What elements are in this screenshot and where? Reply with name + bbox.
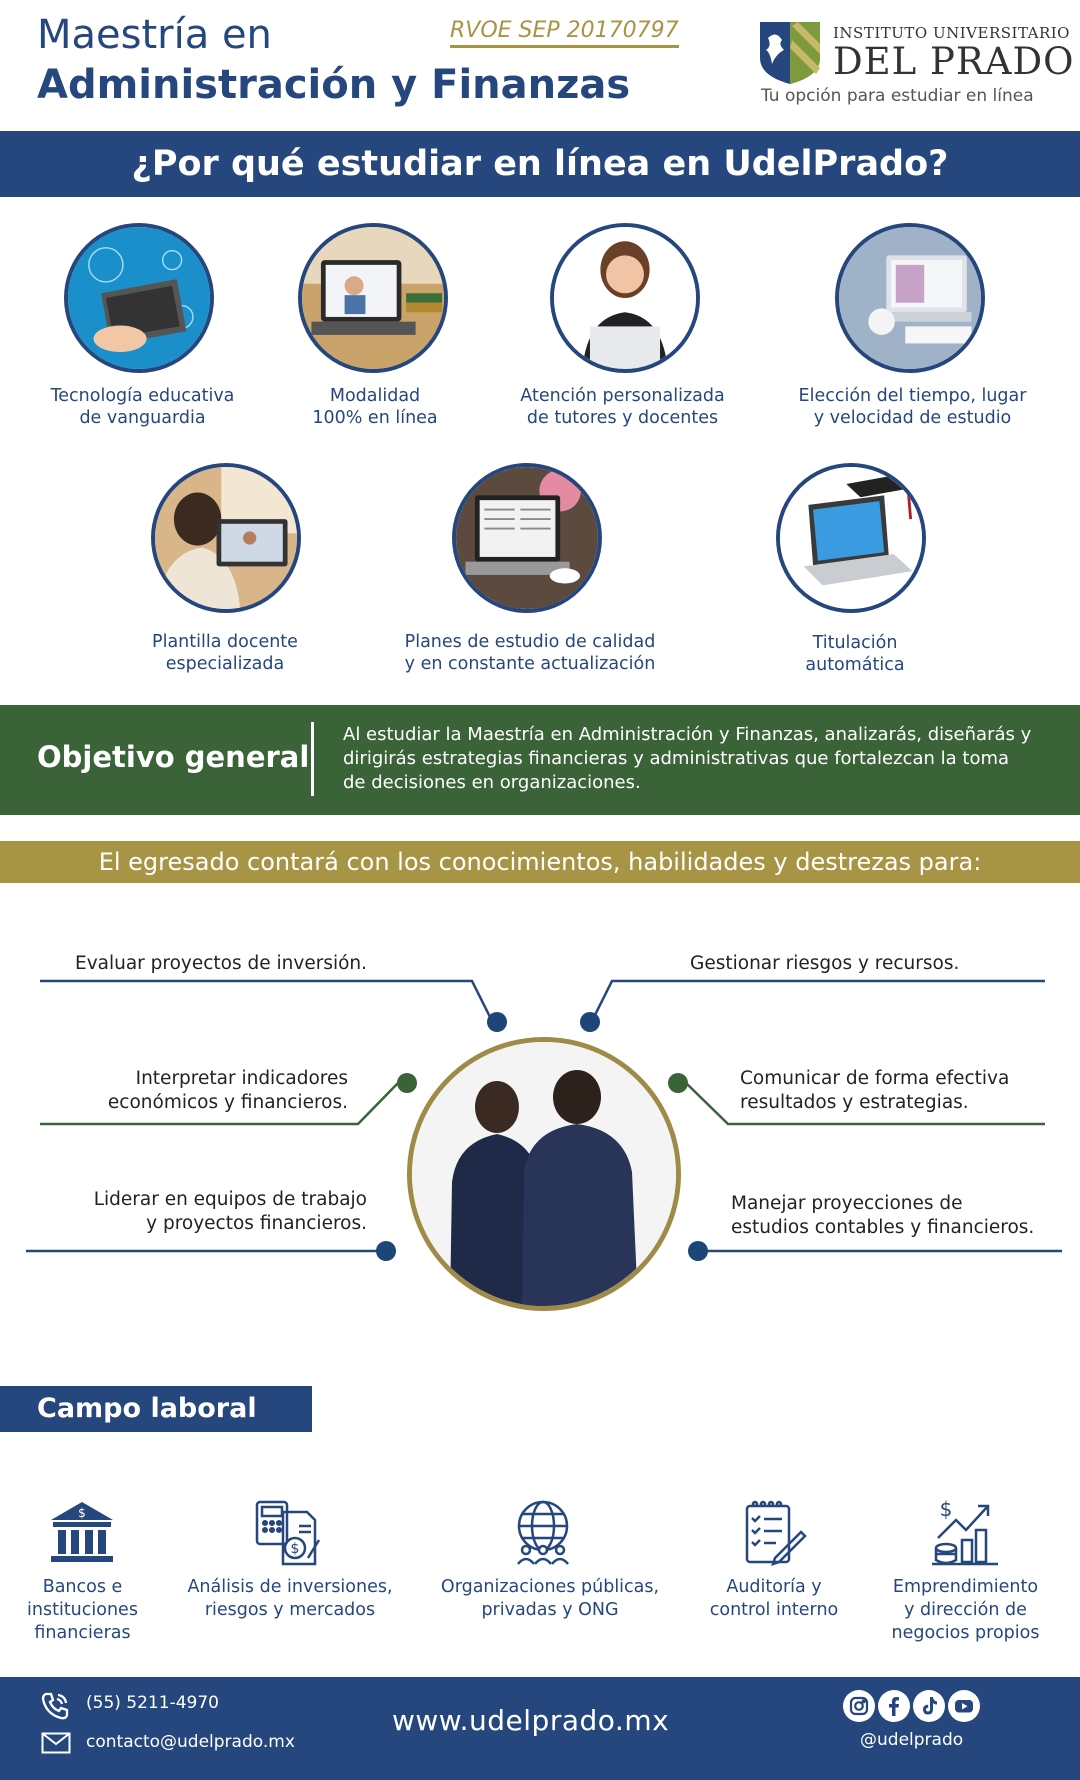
objective-text: Al estudiar la Maestría en Administración y Finanzas, analizarás, diseñarás y dirigirás estrategias financieras y administrativas que fortalezcan la toma de decisiones en organizaciones.: [343, 724, 1032, 793]
bank-icon: [47, 1498, 117, 1568]
benefit-label-degree: Titulación automática: [805, 633, 905, 675]
skill-dot: [376, 1241, 396, 1261]
instagram-icon[interactable]: [843, 1690, 875, 1722]
skill-dot: [688, 1241, 708, 1261]
field-label-banks: Bancos e instituciones financieras: [27, 1577, 138, 1643]
objective-title: Objetivo general: [37, 740, 310, 774]
growth-coins-icon: [930, 1498, 1000, 1568]
benefit-label-online: Modalidad 100% en línea: [312, 386, 438, 428]
footer-handle[interactable]: @udelprado: [860, 1730, 964, 1750]
online-class-photo: [298, 223, 448, 373]
skill-lead: Liderar en equipos de trabajo y proyectos financieros.: [93, 1189, 367, 1235]
skill-dot: [397, 1073, 417, 1093]
skill-dot: [668, 1073, 688, 1093]
skill-dot: [580, 1012, 600, 1032]
svg-text:$: $: [78, 1506, 86, 1520]
skill-communicate: Comunicar de forma efectiva resultados y estrategias.: [740, 1068, 1010, 1114]
field-label-analysis: Análisis de inversiones, riesgos y mercados: [187, 1577, 393, 1620]
field-label-audit: Auditoría y control interno: [709, 1577, 839, 1620]
study-plans-photo: [452, 463, 602, 613]
footer-website[interactable]: www.udelprado.mx: [392, 1704, 670, 1737]
logo-text-line2: DEL PRADO: [833, 40, 1075, 83]
flexible-study-photo: [835, 223, 985, 373]
skill-manage-risk: Gestionar riesgos y recursos.: [690, 953, 960, 974]
tiktok-icon[interactable]: [913, 1690, 945, 1722]
skill-evaluate: Evaluar proyectos de inversión.: [75, 953, 368, 974]
benefit-label-plans: Planes de estudio de calidad y en constante actualización: [404, 632, 656, 674]
professionals-photo: [407, 1037, 681, 1311]
field-label-entrepreneurship: Emprendimiento y dirección de negocios propios: [891, 1577, 1040, 1643]
graduation-laptop-photo: [776, 463, 926, 613]
facebook-icon[interactable]: [878, 1690, 910, 1722]
why-heading: ¿Por qué estudiar en línea en UdelPrado?: [0, 131, 1080, 197]
benefit-label-attention: Atención personalizada de tutores y docentes: [520, 386, 725, 428]
graduate-heading: El egresado contará con los conocimientos, habilidades y destrezas para:: [0, 841, 1080, 883]
mail-icon: [41, 1732, 71, 1754]
benefit-label-tech: Tecnología educativa de vanguardia: [50, 386, 235, 428]
rvoe-code: RVOE SEP 20170797: [450, 18, 679, 48]
teachers-photo: [151, 463, 301, 613]
campo-heading: Campo laboral: [0, 1386, 312, 1432]
field-label-organizations: Organizaciones públicas, privadas y ONG: [440, 1577, 660, 1620]
logo-tagline: Tu opción para estudiar en línea: [761, 86, 1034, 106]
skill-projections: Manejar proyecciones de estudios contables y financieros.: [731, 1193, 1035, 1239]
logo-text-line1: INSTITUTO UNIVERSITARIO: [833, 24, 1070, 42]
svg-text:$: $: [939, 1498, 953, 1521]
tech-laptop-photo: [64, 223, 214, 373]
benefit-label-flexibility: Elección del tiempo, lugar y velocidad de estudio: [798, 386, 1027, 428]
skill-dot: [487, 1012, 507, 1032]
objective-divider: [311, 722, 314, 796]
calculator-document-icon: [253, 1498, 323, 1568]
footer-phone[interactable]: (55) 5211-4970: [86, 1693, 219, 1713]
globe-people-icon: [508, 1498, 578, 1568]
logo-shield-icon: [758, 20, 822, 86]
youtube-icon[interactable]: [948, 1690, 980, 1722]
phone-icon: [40, 1691, 70, 1721]
benefit-label-teachers: Plantilla docente especializada: [152, 632, 298, 674]
page-title-line1: Maestría en: [37, 12, 272, 58]
skill-interpret: Interpretar indicadores económicos y financieros.: [107, 1068, 348, 1114]
page-title-line2: Administración y Finanzas: [37, 62, 631, 108]
checklist-icon: [739, 1498, 809, 1568]
footer-email[interactable]: contacto@udelprado.mx: [86, 1732, 295, 1752]
tutor-headset-photo: [550, 223, 700, 373]
svg-text:$: $: [290, 1541, 300, 1557]
